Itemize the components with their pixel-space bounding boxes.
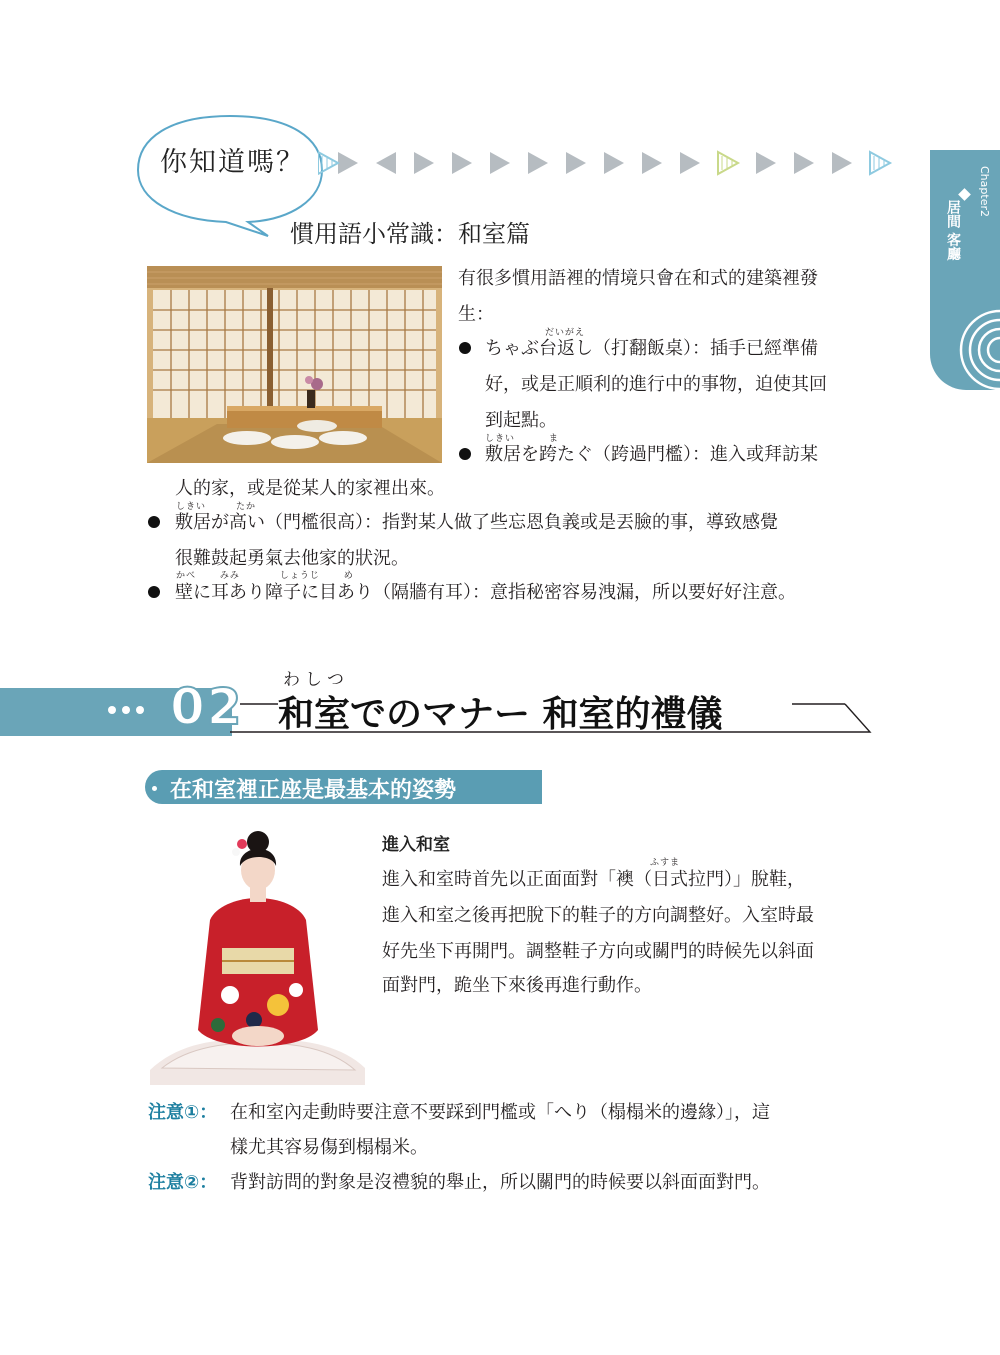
- ruby-text: しきい たか: [176, 502, 257, 512]
- bubble-text: 你知道嗎？: [160, 147, 305, 178]
- entering-line2: 進入和室之後再把脫下的鞋子的方向調整好。入室時最: [382, 905, 814, 926]
- trivia-title: 慣用語小常識：和室篇: [290, 220, 530, 248]
- bullet-icon: [459, 448, 471, 460]
- trivia-item-2-line1: 敷居を跨たぐ（跨過門檻）：進入或拜訪某: [485, 444, 818, 465]
- note-2-line1: 背對訪問的對象是沒禮貌的舉止，所以關門的時候要以斜面面對門。: [230, 1172, 770, 1193]
- section-title: 和室でのマナー 和室的禮儀: [278, 694, 723, 735]
- note-1-line2: 樣尤其容易傷到榻榻米。: [230, 1137, 428, 1158]
- ruby-text: ふすま: [650, 858, 681, 868]
- chapter-label: Chapter2: [978, 166, 991, 217]
- dot-icon: [136, 706, 144, 714]
- entering-title: 進入和室: [382, 835, 450, 855]
- ruby-text: しきい ま: [485, 434, 559, 444]
- note-2-label: 注意②：: [148, 1172, 218, 1193]
- section-ruby: わしつ: [283, 670, 349, 690]
- dot-icon: [108, 706, 116, 714]
- kimono-woman-photo: [150, 830, 365, 1085]
- trivia-item-1-line1: ちゃぶ台返し（打翻飯桌）：插手已經準備: [485, 338, 818, 359]
- note-1-label: 注意①：: [148, 1102, 218, 1123]
- trivia-item-1-line3: 到起點。: [485, 410, 557, 431]
- trivia-item-1-line2: 好，或是正順利的進行中的事物，迫使其回: [485, 374, 827, 395]
- trivia-intro-line1: 有很多慣用語裡的情境只會在和式的建築裡發: [458, 268, 818, 289]
- subheading-text: 在和室裡正座是最基本的姿勢: [170, 778, 457, 803]
- bullet-icon: [459, 342, 471, 354]
- chapter-title: 居間 客廳: [945, 200, 961, 261]
- trivia-item-2-line2: 人的家，或是從某人的家裡出來。: [175, 478, 445, 499]
- entering-line3: 好先坐下再開門。調整鞋子方向或關門的時候先以斜面: [382, 941, 814, 962]
- dot-icon: [152, 786, 157, 791]
- trivia-item-3-line1: 敷居が高い（門檻很高）：指對某人做了些忘恩負義或是丟臉的事，導致感覺: [175, 512, 778, 533]
- decorative-triangles: [318, 148, 918, 178]
- bullet-icon: [148, 586, 160, 598]
- section-number: 02: [170, 678, 244, 736]
- ruby-text: かべ みみ しょうじ め: [176, 571, 354, 581]
- dot-icon: [122, 706, 130, 714]
- note-1-line1: 在和室內走動時要注意不要踩到門檻或「へり（榻榻米的邊緣）」，這: [230, 1102, 770, 1123]
- washitsu-room-photo: [147, 266, 442, 463]
- trivia-item-3-line2: 很難鼓起勇氣去他家的狀況。: [175, 548, 409, 569]
- entering-line1: 進入和室時首先以正面面對「襖（日式拉門）」脫鞋，: [382, 869, 805, 890]
- trivia-item-4-line1: 壁に耳あり障子に目あり（隔牆有耳）：意指秘密容易洩漏，所以要好好注意。: [175, 582, 796, 603]
- bullet-icon: [148, 516, 160, 528]
- ruby-text: だいがえ: [545, 328, 586, 338]
- trivia-intro-line2: 生：: [458, 304, 494, 325]
- entering-line4: 面對門，跪坐下來後再進行動作。: [382, 975, 652, 996]
- concentric-rings-icon: [932, 300, 1000, 390]
